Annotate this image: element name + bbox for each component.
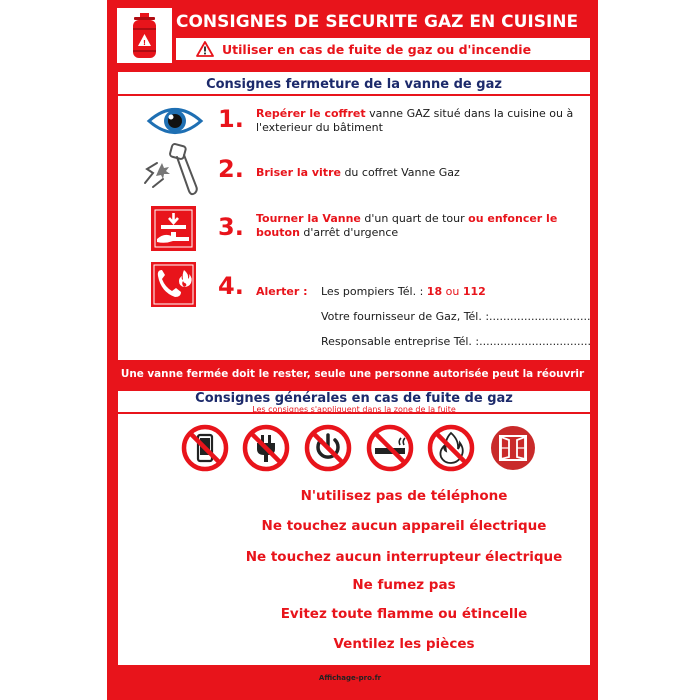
no-smoking-icon [366,424,414,472]
step-body-2: du coffret Vanne Gaz [340,166,460,179]
firemen-number-18: 18 [426,285,443,298]
rule-no-switch: Ne touchez aucun interrupteur électrique [245,549,563,565]
eye-icon [146,102,204,140]
rule-ventilate: Ventilez les pièces [333,636,475,652]
step-text-3 [256,212,576,240]
step-highlight-3a: Tourner la Vanne [256,212,361,225]
rule-no-flame: Evitez toute flamme ou étincelle [280,606,528,622]
step-body-3a: d'un quart de tour [360,212,469,225]
firemen-number-112: 112 [462,285,486,298]
no-plug-icon [242,424,290,472]
step-highlight-2: Briser la vitre [256,166,341,179]
step-text-1 [256,107,576,135]
step-number-4: 4. [218,272,244,300]
subtitle-text: Utiliser en cas de fuite de gaz ou d'incendie [222,41,532,57]
footer-brand: Affichage-pro.fr [318,674,382,682]
step-number-2: 2. [218,155,244,183]
warning-icon [196,41,214,57]
gas-tank-box [117,8,172,63]
manager-line: Responsable entreprise Tél. :................................ [321,335,592,348]
firemen-line [321,285,486,299]
section-divider [118,94,590,96]
rule-no-appliance: Ne touchez aucun appareil électrique [261,518,547,534]
rule-no-phone: N'utilisez pas de téléphone [300,488,508,504]
section-title-valve: Consignes fermeture de la vanne de gaz [206,77,502,92]
section-title-general: Consignes générales en cas de fuite de gaz [195,391,513,406]
firemen-label: Les pompiers Tél. : [321,285,427,298]
step-text-2 [256,166,576,180]
subtitle-box [176,38,590,60]
step-number-3: 3. [218,213,244,241]
no-phone-icon [181,424,229,472]
ventilate-icon [489,424,537,472]
step-highlight-3b: ou enfoncer le bouton [256,212,558,239]
section-subtitle-general: Les consignes s'appliquent dans la zone de la fuite [252,405,456,414]
gas-tank-icon [117,8,172,63]
page-title: CONSIGNES DE SECURITE GAZ EN CUISINE [176,12,579,32]
valve-icon [151,206,196,251]
step-highlight-4: Alerter : [256,285,308,298]
reopen-warning-banner: Une vanne fermée doit le rester, seule une personne autorisée peut la réouvrir [120,368,585,380]
step-highlight-1: Repérer le coffret [256,107,366,120]
no-flame-icon [427,424,475,472]
step-number-1: 1. [218,105,244,133]
no-switch-icon [304,424,352,472]
firemen-or: ou [442,285,463,298]
rule-no-smoking: Ne fumez pas [352,577,456,593]
step-body-1: vanne GAZ situé dans la cuisine ou à l'exterieur du bâtiment [256,107,574,134]
hammer-icon [143,143,205,199]
gas-supplier-line: Votre fournisseur de Gaz, Tél. :............................. [321,310,591,323]
phone-fire-icon [151,262,196,307]
svg-text:!: ! [142,39,147,47]
step-body-3b: d'arrêt d'urgence [299,226,399,239]
